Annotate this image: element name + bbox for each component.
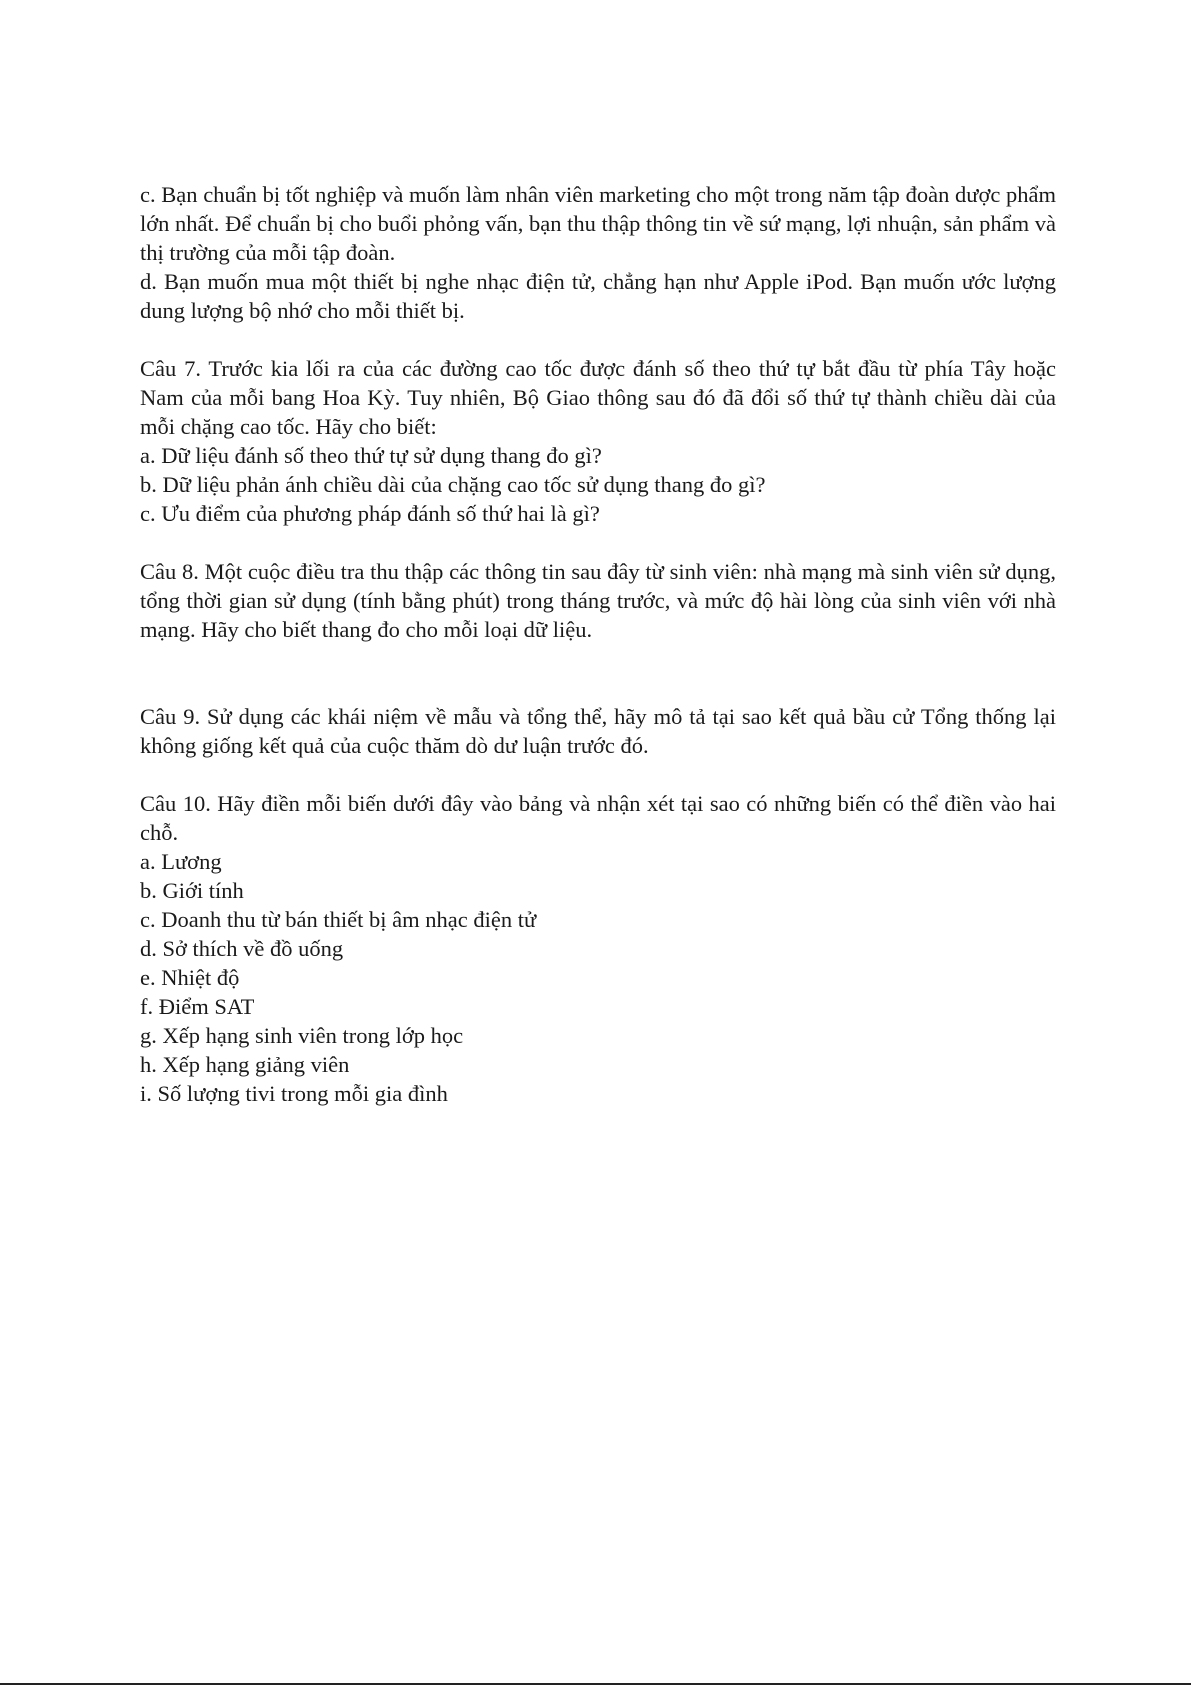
option-d-paragraph: d. Bạn muốn mua một thiết bị nghe nhạc điện tử, chẳng hạn như Apple iPod. Bạn muốn ước lượng dung lượng bộ nhớ cho mỗi thiết bị.: [140, 269, 1056, 323]
question-8: [140, 557, 1056, 644]
question-7-option-b: b. Dữ liệu phản ánh chiều dài của chặng cao tốc sử dụng thang đo gì?: [140, 472, 766, 497]
question-7-option-a: a. Dữ liệu đánh số theo thứ tự sử dụng thang đo gì?: [140, 443, 602, 468]
variable-item: h. Xếp hạng giảng viên: [140, 1052, 350, 1077]
question-10-stem: Câu 10. Hãy điền mỗi biến dưới đây vào bảng và nhận xét tại sao có những biến có thể điền vào hai chỗ.: [140, 791, 1056, 845]
question-10: [140, 789, 1056, 1108]
question-8-stem: Câu 8. Một cuộc điều tra thu thập các thông tin sau đây từ sinh viên: nhà mạng mà sinh viên sử dụng, tổng thời gian sử dụng (tính bằng phút) trong tháng trước, và mức độ hài lòng của sinh viên với nhà mạng. Hãy cho biết thang đo cho mỗi loại dữ liệu.: [140, 559, 1056, 642]
variable-item: d. Sở thích về đồ uống: [140, 936, 344, 961]
variable-item: b. Giới tính: [140, 878, 244, 903]
variable-item: e. Nhiệt độ: [140, 965, 240, 990]
variable-item: g. Xếp hạng sinh viên trong lớp học: [140, 1023, 464, 1048]
question-9-stem: Câu 9. Sử dụng các khái niệm về mẫu và tổng thể, hãy mô tả tại sao kết quả bầu cử Tổng thống lại không giống kết quả của cuộc thăm dò dư luận trước đó.: [140, 704, 1056, 758]
variable-item: i. Số lượng tivi trong mỗi gia đình: [140, 1081, 448, 1106]
document-page: [140, 180, 1056, 1108]
question-7: [140, 354, 1056, 528]
variable-item: c. Doanh thu từ bán thiết bị âm nhạc điện tử: [140, 907, 537, 932]
question-7-option-c: c. Ưu điểm của phương pháp đánh số thứ hai là gì?: [140, 501, 600, 526]
question-6-continuation: [140, 180, 1056, 325]
variable-item: a. Lương: [140, 849, 222, 874]
option-c-paragraph: c. Bạn chuẩn bị tốt nghiệp và muốn làm nhân viên marketing cho một trong năm tập đoàn dược phẩm lớn nhất. Để chuẩn bị cho buổi phỏng vấn, bạn thu thập thông tin về sứ mạng, lợi nhuận, sản phẩm và thị trường của mỗi tập đoàn.: [140, 182, 1056, 265]
question-7-stem: Câu 7. Trước kia lối ra của các đường cao tốc được đánh số theo thứ tự bắt đầu từ phía Tây hoặc Nam của mỗi bang Hoa Kỳ. Tuy nhiên, Bộ Giao thông sau đó đã đổi số thứ tự thành chiều dài của mỗi chặng cao tốc. Hãy cho biết:: [140, 356, 1056, 439]
variable-item: f. Điểm SAT: [140, 994, 255, 1019]
question-9: [140, 702, 1056, 760]
